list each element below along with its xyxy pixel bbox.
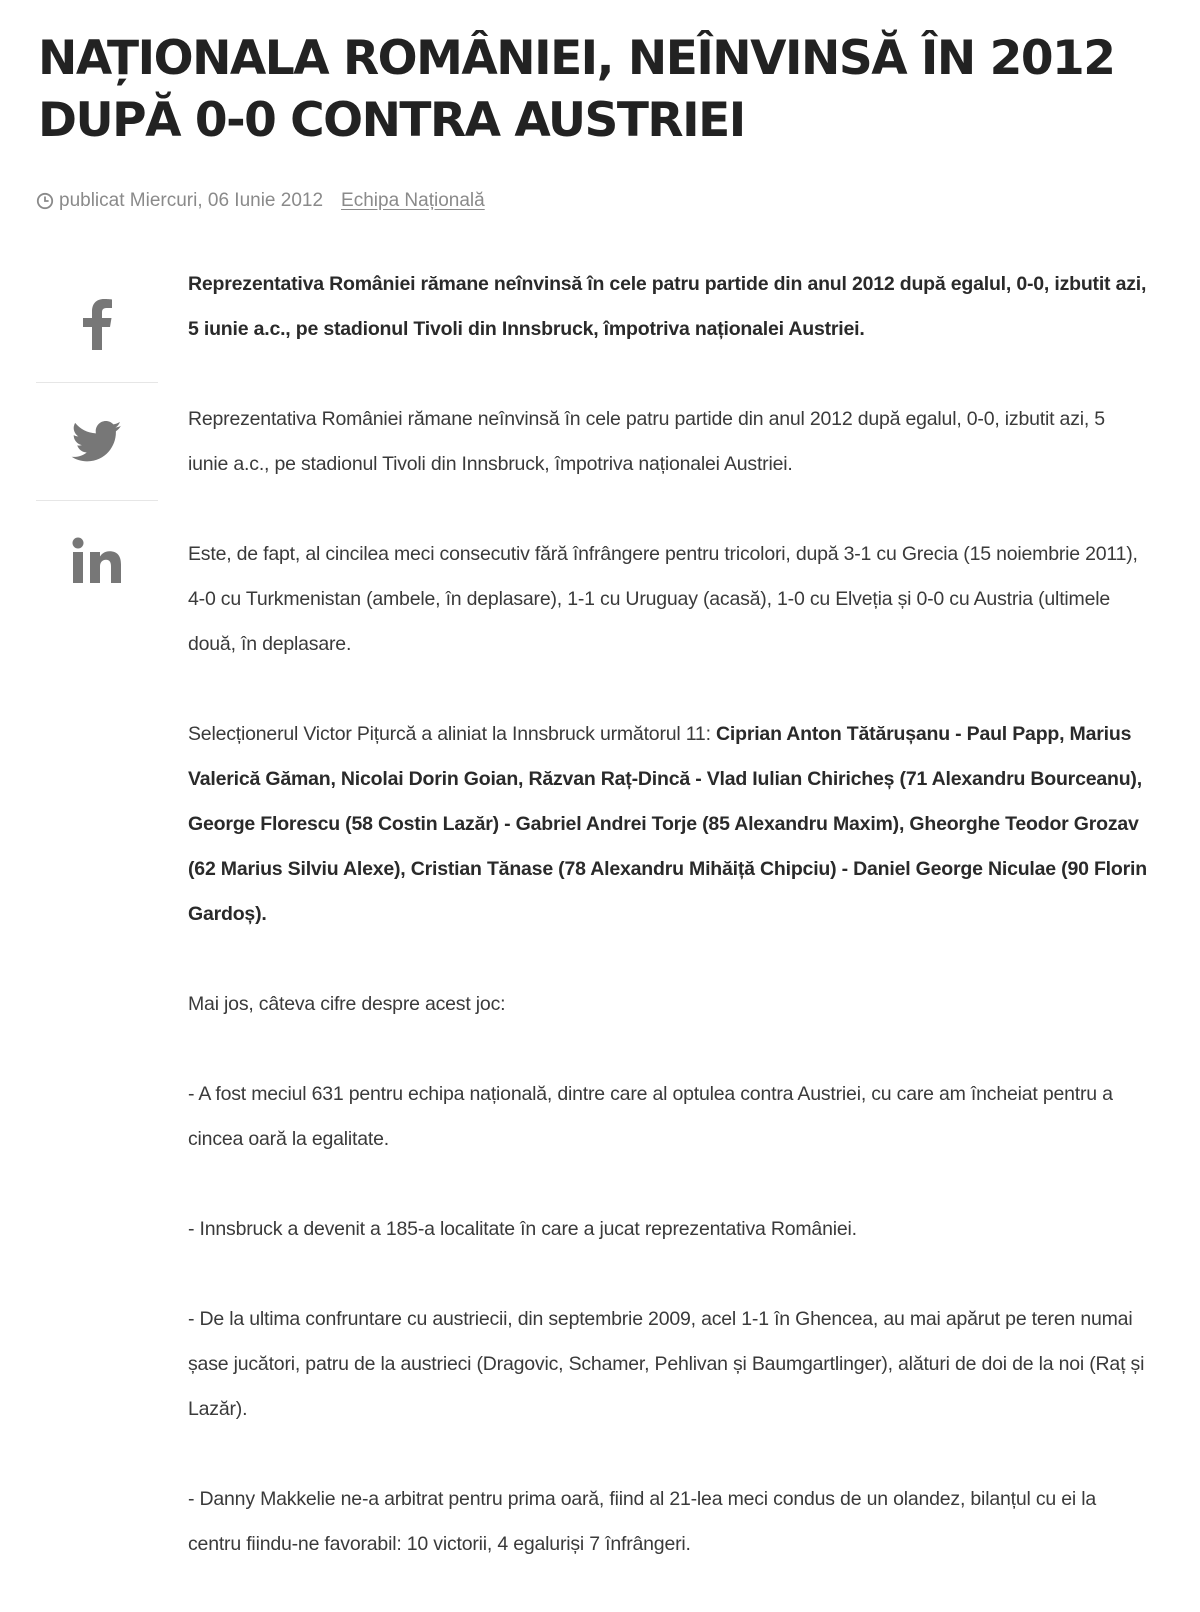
twitter-share-button[interactable] <box>36 383 158 501</box>
paragraph: - Innsbruck a devenit a 185-a localitate în care a jucat reprezentativa României. <box>188 1218 857 1240</box>
paragraph: Este, de fapt, al cincilea meci consecutiv fără înfrângere pentru tricolori, după 3-1 cu Grecia (15 noiembrie 2011), 4-0 cu Turkmenistan (ambele, în deplasare), 1-1 cu Uruguay (acasă), 1-0 cu Elveția și 0-0 cu Austria (ultimele două, în deplasare. <box>188 543 1138 655</box>
share-sidebar <box>36 265 158 618</box>
linkedin-share-button[interactable] <box>36 501 158 618</box>
clock-icon <box>36 192 54 210</box>
paragraph: Mai jos, câteva cifre despre acest joc: <box>188 993 506 1015</box>
article-body <box>188 262 1148 1612</box>
twitter-icon <box>71 421 123 463</box>
lineup-players: Ciprian Anton Tătărușanu - Paul Papp, Marius Valerică Găman, Nicolai Dorin Goian, Răzvan Raț-Dincă - Vlad Iulian Chiricheș (71 Alexandru Bourceanu), George Florescu (58 Costin Lazăr) - Gabriel Andrei Torje (85 Alexandru Maxim), Gheorghe Teodor Grozav (62 Marius Silviu Alexe), Cristian Tănase (78 Alexandru Mihăiță Chipciu) - Daniel George Niculae (90 Florin Gardoș). <box>188 723 1147 925</box>
publish-date: publicat Miercuri, 06 Iunie 2012 <box>59 190 324 211</box>
paragraph: Reprezentativa României rămane neînvinsă în cele patru partide din anul 2012 după egalul, 0-0, izbutit azi, 5 iunie a.c., pe stadionul Tivoli din Innsbruck, împotriva naționalei Austriei. <box>188 408 1105 475</box>
lineup-intro: Selecționerul Victor Pițurcă a aliniat la Innsbruck următorul 11: <box>188 723 717 745</box>
linkedin-icon <box>72 537 122 583</box>
paragraph: - Danny Makkelie ne-a arbitrat pentru prima oară, fiind al 21-lea meci condus de un olandez, bilanțul cu ei la centru fiindu-ne favorabil: 10 victorii, 4 egaluriși 7 înfrângeri. <box>188 1488 1097 1555</box>
lineup-paragraph <box>188 712 1148 937</box>
paragraph: - A fost meciul 631 pentru echipa națională, dintre care al optulea contra Austriei, cu care am încheiat pentru a cincea oară la egalitate. <box>188 1083 1113 1150</box>
article-title: NAȚIONALA ROMÂNIEI, NEÎNVINSĂ ÎN 2012 DUPĂ 0-0 CONTRA AUSTRIEI <box>38 31 1115 148</box>
article-meta <box>36 190 485 212</box>
paragraph: - De la ultima confruntare cu austriecii, din septembrie 2009, acel 1-1 în Ghencea, au mai apărut pe teren numai șase jucători, patru de la austrieci (Dragovic, Schamer, Pehlivan și Baumgartlinger), alături de doi de la noi (Raț și Lazăr). <box>188 1308 1145 1420</box>
lead-paragraph: Reprezentativa României rămane neînvinsă în cele patru partide din anul 2012 după egalul, 0-0, izbutit azi, 5 iunie a.c., pe stadionul Tivoli din Innsbruck, împotriva naționalei Austriei. <box>188 273 1147 340</box>
facebook-icon <box>80 298 114 350</box>
facebook-share-button[interactable] <box>36 265 158 383</box>
category-link[interactable]: Echipa Națională <box>341 190 485 211</box>
